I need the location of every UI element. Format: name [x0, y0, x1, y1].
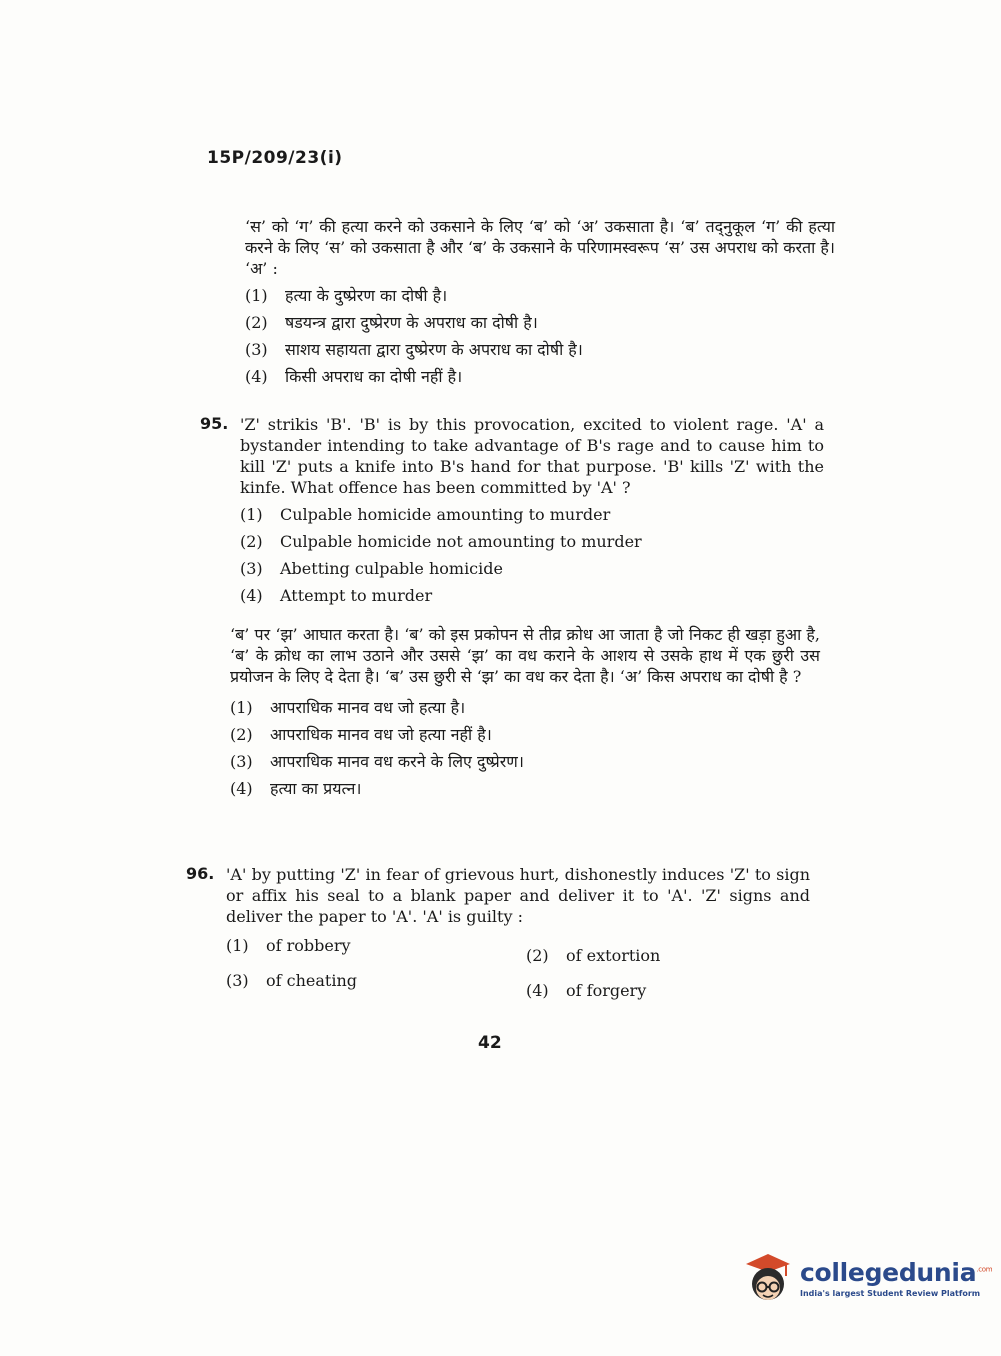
logo-text: [800, 1258, 992, 1298]
option: [226, 935, 526, 966]
option-number: (3): [230, 752, 253, 771]
q96-block: [226, 864, 810, 1001]
option-text: किसी अपराध का दोषी नहीं है।: [285, 367, 463, 386]
option: [240, 531, 824, 552]
option: [230, 724, 820, 745]
option-number: (3): [245, 340, 268, 359]
option-text: of extortion: [566, 946, 661, 965]
option: [240, 558, 824, 579]
brand-name-text: collegedunia: [800, 1258, 977, 1287]
page-number: 42: [478, 1033, 502, 1053]
option: [240, 504, 824, 525]
option-number: (4): [526, 981, 549, 1000]
brand-name: [800, 1258, 992, 1287]
option-number: (1): [245, 286, 268, 305]
option: [245, 285, 835, 306]
q94-hindi-text: ‘स’ को ‘ग’ की हत्या करने को उकसाने के लिए ‘ब’ को ‘अ’ उकसाता है। ‘ब’ तद्नुकूल ‘ग’ की हत्या करने के लिए ‘स’ को उकसाता है और ‘ब’ के उकसाने के परिणामस्वरूप ‘स’ उस अपराध को करता है। ‘अ’ :: [245, 217, 835, 278]
option-number: (2): [230, 725, 253, 744]
option: [526, 945, 826, 966]
option-number: (1): [240, 505, 263, 524]
option-text: हत्या का प्रयत्न।: [270, 779, 362, 798]
option-text: of forgery: [566, 981, 647, 1000]
option-text: आपराधिक मानव वध जो हत्या है।: [270, 698, 466, 717]
option-text: षडयन्त्र द्वारा दुष्प्रेरण के अपराध का दोषी है।: [285, 313, 538, 332]
option-text: हत्या के दुष्प्रेरण का दोषी है।: [285, 286, 448, 305]
paper-code: 15P/209/23(i): [207, 148, 343, 168]
option-text: Abetting culpable homicide: [280, 559, 503, 578]
q95-hindi-block: [230, 624, 820, 799]
option-number: (3): [240, 559, 263, 578]
option: [230, 751, 820, 772]
mascot-icon: [742, 1250, 792, 1306]
option: [245, 312, 835, 333]
option: [245, 339, 835, 360]
option-text: आपराधिक मानव वध करने के लिए दुष्प्रेरण।: [270, 752, 524, 771]
q95-text: 'Z' strikis 'B'. 'B' is by this provocation, excited to violent rage. 'A' a bystander intending to take advantage of B's rage and to cause him to kill 'Z' puts a knife into B's hand for that purpose. 'B' kills 'Z' with the kinfe. What offence has been committed by 'A' ?: [240, 415, 824, 497]
option: [245, 366, 835, 387]
q95-block: [240, 414, 824, 606]
option-number: (1): [226, 936, 249, 955]
option-number: (1): [230, 698, 253, 717]
brand-tagline: India's largest Student Review Platform: [800, 1289, 981, 1298]
option-number: (2): [526, 946, 549, 965]
question-number: 96.: [186, 864, 215, 883]
option-text: Culpable homicide amounting to murder: [280, 505, 611, 524]
option: [240, 585, 824, 606]
option-number: (2): [245, 313, 268, 332]
option-text: आपराधिक मानव वध जो हत्या नहीं है।: [270, 725, 492, 744]
collegedunia-logo: [742, 1250, 992, 1306]
option-number: (4): [245, 367, 268, 386]
option: [230, 697, 820, 718]
question-number: 95.: [200, 414, 229, 433]
brand-domain: .com: [976, 1265, 993, 1274]
option-number: (4): [230, 779, 253, 798]
option: [526, 980, 826, 1001]
option: [226, 970, 526, 1001]
q96-text: 'A' by putting 'Z' in fear of grievous hurt, dishonestly induces 'Z' to sign or affix his seal to a blank paper and deliver it to 'A'. 'Z' signs and deliver the paper to 'A'. 'A' is guilty :: [226, 865, 810, 926]
option: [230, 778, 820, 799]
option-text: of cheating: [266, 971, 358, 990]
option-text: of robbery: [266, 936, 351, 955]
q94-hindi-block: [245, 216, 835, 387]
option-text: Attempt to murder: [280, 586, 433, 605]
option-text: Culpable homicide not amounting to murder: [280, 532, 642, 551]
q95-hindi-text: ‘ब’ पर ‘झ’ आघात करता है। ‘ब’ को इस प्रकोपन से तीव्र क्रोध आ जाता है जो निकट ही खड़ा हुआ है, ‘ब’ के क्रोध का लाभ उठाने और उससे ‘झ’ का वध कराने के आशय से उसके हाथ में एक छुरी उस प्रयोजन के लिए दे देता है। ‘ब’ उस छुरी से ‘झ’ का वध कर देता है। ‘अ’ किस अपराध का दोषी है ?: [230, 625, 820, 686]
q96-options: [226, 935, 810, 1001]
option-number: (4): [240, 586, 263, 605]
option-text: साशय सहायता द्वारा दुष्प्रेरण के अपराध का दोषी है।: [285, 340, 583, 359]
option-number: (3): [226, 971, 249, 990]
option-number: (2): [240, 532, 263, 551]
